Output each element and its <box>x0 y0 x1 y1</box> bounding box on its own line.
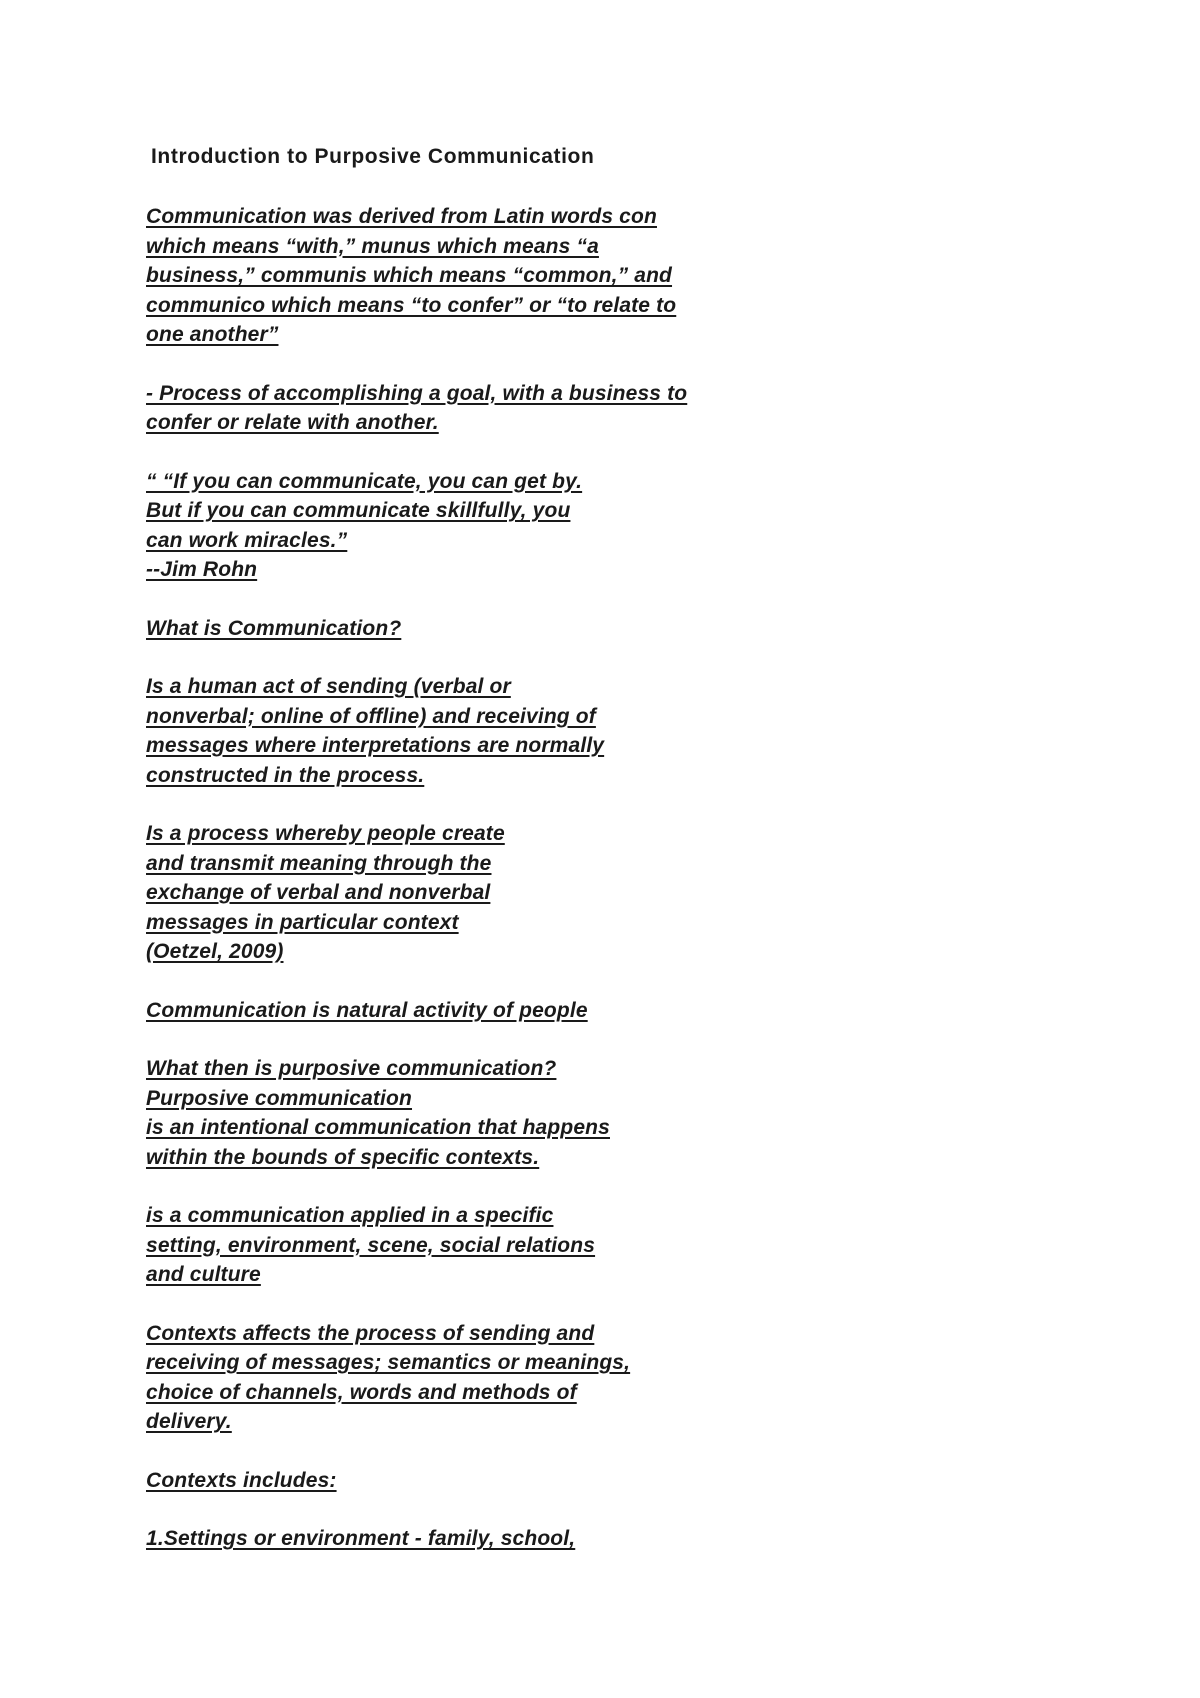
text-line: which means “with,” munus which means “a <box>146 234 599 258</box>
paragraph <box>146 1201 786 1290</box>
text-line: Is a human act of sending (verbal or <box>146 675 511 698</box>
text-line: nonverbal; online of offline) and receiving of <box>146 704 596 728</box>
text-line: confer or relate with another. <box>146 411 439 434</box>
paragraph <box>146 467 786 585</box>
text-line: within the bounds of specific contexts. <box>146 1145 540 1169</box>
text-line: But if you can communicate skillfully, you <box>146 499 571 522</box>
document-title: Introduction to Purposive Communication <box>151 145 595 168</box>
paragraph <box>146 614 786 644</box>
text-line: can work miracles.” <box>146 528 348 552</box>
text-line: “ “If you can communicate, you can get by. <box>146 469 583 493</box>
text-line: Communication is natural activity of people <box>146 998 588 1022</box>
paragraph <box>146 1054 786 1172</box>
text-line: one another” <box>146 323 279 346</box>
paragraph <box>146 819 786 967</box>
paragraph <box>146 202 786 350</box>
text-line: choice of channels, words and methods of <box>146 1380 577 1404</box>
paragraph <box>146 1319 786 1437</box>
text-line: - Process of accomplishing a goal, with a business to <box>146 381 688 405</box>
text-line: is a communication applied in a specific <box>146 1204 554 1227</box>
document-body <box>146 202 786 1583</box>
paragraph <box>146 672 786 790</box>
text-line: business,” communis which means “common,” and <box>146 264 673 287</box>
text-line: and culture <box>146 1263 261 1286</box>
text-line: exchange of verbal and nonverbal <box>146 881 491 904</box>
text-line: What is Communication? <box>146 616 402 640</box>
text-line: Contexts includes: <box>146 1468 337 1492</box>
text-line: (Oetzel, 2009) <box>146 940 284 963</box>
paragraph <box>146 1466 786 1496</box>
text-line: Is a process whereby people create <box>146 822 505 845</box>
text-line: messages where interpretations are normally <box>146 734 605 757</box>
text-line: Contexts affects the process of sending and <box>146 1321 595 1345</box>
text-line: messages in particular context <box>146 910 459 934</box>
paragraph <box>146 1524 786 1554</box>
text-line: receiving of messages; semantics or meanings, <box>146 1351 631 1374</box>
text-line: constructed in the process. <box>146 763 425 787</box>
paragraph <box>146 379 786 438</box>
text-line: is an intentional communication that happens <box>146 1116 610 1139</box>
text-line: 1.Settings or environment - family, school, <box>146 1527 576 1550</box>
text-line: and transmit meaning through the <box>146 851 492 875</box>
text-line: communico which means “to confer” or “to relate to <box>146 293 677 317</box>
paragraph <box>146 996 786 1026</box>
text-line: --Jim Rohn <box>146 558 258 581</box>
text-line: delivery. <box>146 1410 232 1433</box>
text-line: Communication was derived from Latin words con <box>146 205 657 228</box>
text-line: Purposive communication <box>146 1086 413 1110</box>
text-line: setting, environment, scene, social relations <box>146 1233 596 1257</box>
text-line: What then is purposive communication? <box>146 1057 557 1080</box>
